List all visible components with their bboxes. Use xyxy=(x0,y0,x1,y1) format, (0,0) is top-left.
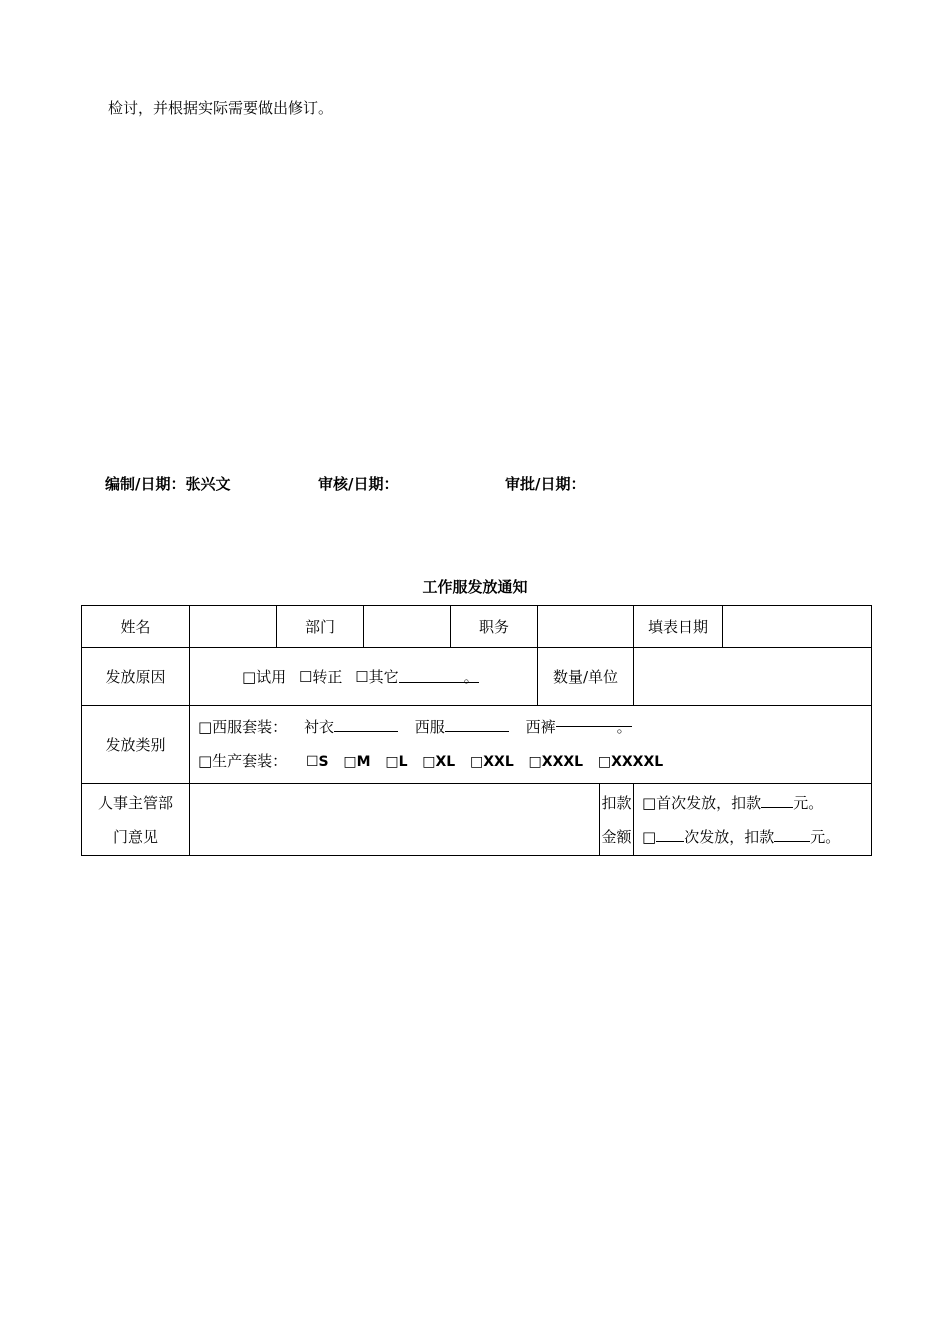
qty-field[interactable] xyxy=(634,648,872,706)
name-label: 姓名 xyxy=(82,606,190,648)
hr-label-line2: 门意见 xyxy=(112,827,158,846)
size-options xyxy=(190,744,871,779)
first-suffix: 元。 xyxy=(793,793,824,812)
form-title: 工作服发放通知 xyxy=(422,578,528,596)
qty-label: 数量/单位 xyxy=(538,648,634,706)
shirt-label: 衬衣 xyxy=(303,718,334,736)
hr-opinion-label xyxy=(82,784,190,856)
size-s-checkbox[interactable]: ☐S xyxy=(305,754,329,770)
category-label: 发放类别 xyxy=(82,706,190,784)
uniform-issue-form xyxy=(81,605,872,856)
trial-checkbox[interactable]: □试用 xyxy=(242,668,287,686)
deduct-label-line1: 扣款 xyxy=(601,793,632,812)
approved-by: 审批/日期： xyxy=(505,475,586,493)
jacket-blank[interactable] xyxy=(445,715,509,732)
first-issue-checkbox[interactable]: □首次发放，扣款 xyxy=(642,793,762,812)
prepared-by: 编制/日期：张兴文 xyxy=(105,475,231,493)
other-tail: 。 xyxy=(463,668,479,686)
deduct-options xyxy=(634,784,872,856)
date-field[interactable] xyxy=(723,606,872,648)
suit-checkbox[interactable]: □西服套装： xyxy=(198,718,288,736)
size-xxxxl-checkbox[interactable]: □XXXXL xyxy=(597,754,664,770)
other-blank[interactable] xyxy=(399,666,479,686)
size-xxl-checkbox[interactable]: □XXL xyxy=(470,754,514,770)
regular-checkbox[interactable]: ☐转正 xyxy=(298,668,343,686)
reviewed-by: 审核/日期： xyxy=(318,475,399,493)
hr-opinion-field[interactable] xyxy=(190,784,600,856)
nth-suffix: 元。 xyxy=(810,827,841,846)
dept-field[interactable] xyxy=(364,606,451,648)
deduct-label xyxy=(600,784,634,856)
size-l-checkbox[interactable]: □L xyxy=(385,754,408,770)
size-xxxl-checkbox[interactable]: □XXXL xyxy=(528,754,584,770)
dept-label: 部门 xyxy=(277,606,364,648)
hr-label-line1: 人事主管部 xyxy=(97,793,173,812)
date-label: 填表日期 xyxy=(634,606,723,648)
trousers-label: 西裤 xyxy=(525,718,556,736)
shirt-blank[interactable] xyxy=(334,715,398,732)
category-options xyxy=(190,706,872,784)
reason-label: 发放原因 xyxy=(82,648,190,706)
work-suit-checkbox[interactable]: □生产套装： xyxy=(198,752,288,770)
nth-amount-blank[interactable] xyxy=(774,825,810,842)
nth-count-blank[interactable] xyxy=(656,825,684,842)
other-checkbox[interactable]: ☐其它 xyxy=(355,668,399,686)
first-amount-blank[interactable] xyxy=(761,791,793,808)
nth-issue-checkbox[interactable]: □ xyxy=(642,827,657,846)
position-label: 职务 xyxy=(451,606,538,648)
paragraph-tail: 检讨，并根据实际需要做出修订。 xyxy=(108,99,334,117)
reason-options xyxy=(190,648,538,706)
position-field[interactable] xyxy=(538,606,634,648)
trousers-tail: 。 xyxy=(616,718,632,736)
trousers-blank[interactable] xyxy=(556,710,632,736)
name-field[interactable] xyxy=(190,606,277,648)
size-xl-checkbox[interactable]: □XL xyxy=(422,754,456,770)
nth-middle: 次发放，扣款 xyxy=(684,827,775,846)
jacket-label: 西服 xyxy=(414,718,445,736)
size-m-checkbox[interactable]: □M xyxy=(343,754,371,770)
deduct-label-line2: 金额 xyxy=(601,827,632,846)
